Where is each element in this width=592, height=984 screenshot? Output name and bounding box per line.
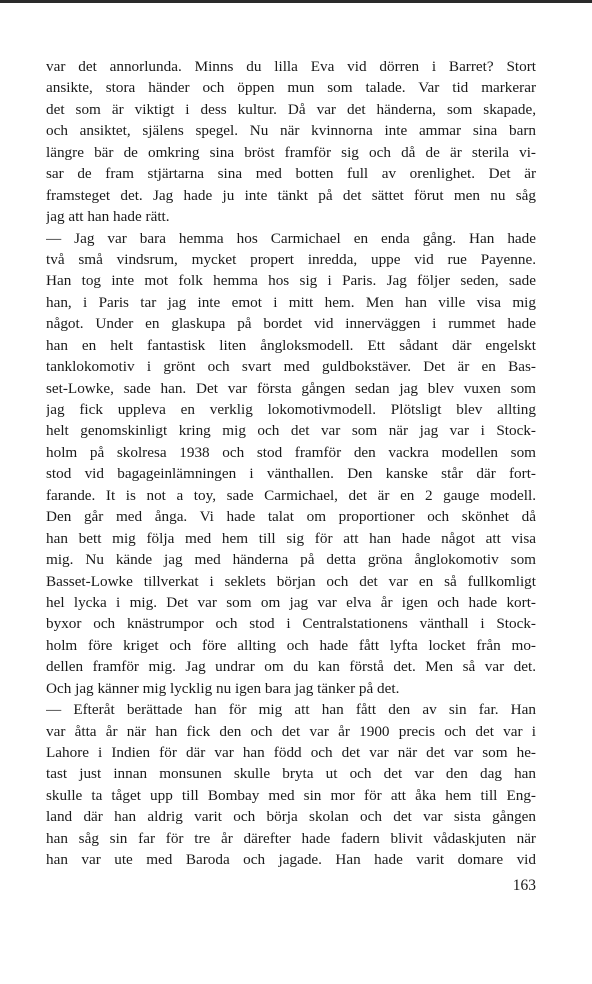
text-line: var det annorlunda. Minns du lilla Eva vid dörren i Barret? Stort — [46, 58, 536, 75]
text-line: två små vindsrum, mycket propert inredda, uppe vid rue Payenne. — [46, 250, 536, 268]
text-line: dellen framför mig. Jag undrar om du kan förstå det. Men så var det. — [46, 658, 536, 676]
page-number: 163 — [512, 877, 536, 894]
text-line: och ansiktet, själens spegel. Nu när kvinnorna inte ammar sina barn — [46, 122, 536, 140]
text-line: han, i Paris tar jag inte emot i mitt hem. Men han ville visa mig — [46, 293, 536, 311]
text-line: Lahore i Indien för där var han född och det var när det var som he- — [46, 744, 536, 761]
text-line: — Efteråt berättade han för mig att han fått den av sin far. Han — [46, 701, 536, 719]
text-line: mig. Nu kände jag med händerna på detta gröna ånglokomotiv som — [46, 551, 536, 569]
text-line: byxor och knästrumpor och stod i Centralstationens vänthall i Stock- — [46, 615, 536, 633]
text-line: framsteget det. Jag hade ju inte tänkt på det sättet förut men nu såg — [46, 186, 536, 204]
text-line: skulle ta tåget upp till Bombay med sin mor för att åka hem till Eng- — [46, 786, 536, 804]
text-line: jag att han hade rätt. — [46, 208, 170, 226]
text-line: var åtta år när han fick den och det var år 1900 precis och det var i — [46, 722, 536, 740]
top-border — [0, 0, 592, 3]
text-line: tanklokomotiv i grönt och svart med guldbokstäver. Det är en Bas- — [46, 358, 536, 376]
text-line: land där han aldrig varit och börja skolan och det var sista gången — [46, 808, 536, 826]
text-line: sar de fram stjärtarna sina med botten full av orenlighet. Det är — [46, 165, 536, 183]
text-line: jag fick uppleva en verklig lokomotivmodell. Plötsligt blev allting — [46, 401, 536, 418]
text-line: något. Under en glaskupa på bordet vid innerväggen i rummet hade — [46, 315, 536, 333]
text-line: helt genomskinligt kring mig och det var som när jag var i Stock- — [46, 422, 536, 440]
text-line: holm före kriget och före allting och hade fått lyfta locket från mo- — [46, 636, 536, 654]
text-line: han såg sin far för tre år därefter hade fadern blivit vådaskjuten när — [46, 829, 536, 847]
text-line: hel lycka i mig. Det var som om jag var elva år igen och hade kort- — [46, 593, 536, 611]
text-line: han en helt fantastisk liten ångloksmodell. Ett sådant där engelskt — [46, 336, 536, 354]
text-line: tast just innan monsunen skulle bryta ut och det var den dag han — [46, 765, 536, 783]
book-page-text — [46, 56, 536, 871]
text-line: längre bär de omkring sina bröst framför sig och då de är sterila vi- — [46, 143, 536, 161]
text-line: ansikte, stora händer och öppen mun som talade. Var tid markerar — [46, 79, 536, 97]
text-line: det som är viktigt i dess kultur. Då var det händerna, som skapade, — [46, 100, 536, 118]
text-line: — Jag var bara hemma hos Carmichael en enda gång. Han hade — [46, 229, 536, 247]
text-line: han bett mig följa med hem till sig för att han hade något att visa — [46, 529, 536, 547]
text-line: holm på skolresa 1938 och stod framför den vackra modellen som — [46, 443, 536, 461]
text-line: Basset-Lowke tillverkat i seklets början och det var en så fullkomligt — [46, 572, 536, 590]
text-line: han var ute med Baroda och jagade. Han hade varit domare vid — [46, 851, 536, 869]
text-line: Och jag känner mig lycklig nu igen bara jag tänker på det. — [46, 679, 400, 697]
text-line: stod vid bagageinlämningen i vänthallen. Den kanske står där fort- — [46, 465, 536, 483]
text-line: farande. It is not a toy, sade Carmichael, det är en 2 gauge modell. — [46, 486, 536, 504]
text-line: Han tog inte mot folk hemma hos sig i Paris. Jag följer seden, sade — [46, 272, 536, 290]
text-line: Den går med ånga. Vi hade talat om proportioner och skönhet då — [46, 508, 536, 526]
text-line: set-Lowke, sade han. Det var första gången sedan jag blev vuxen som — [46, 379, 536, 397]
